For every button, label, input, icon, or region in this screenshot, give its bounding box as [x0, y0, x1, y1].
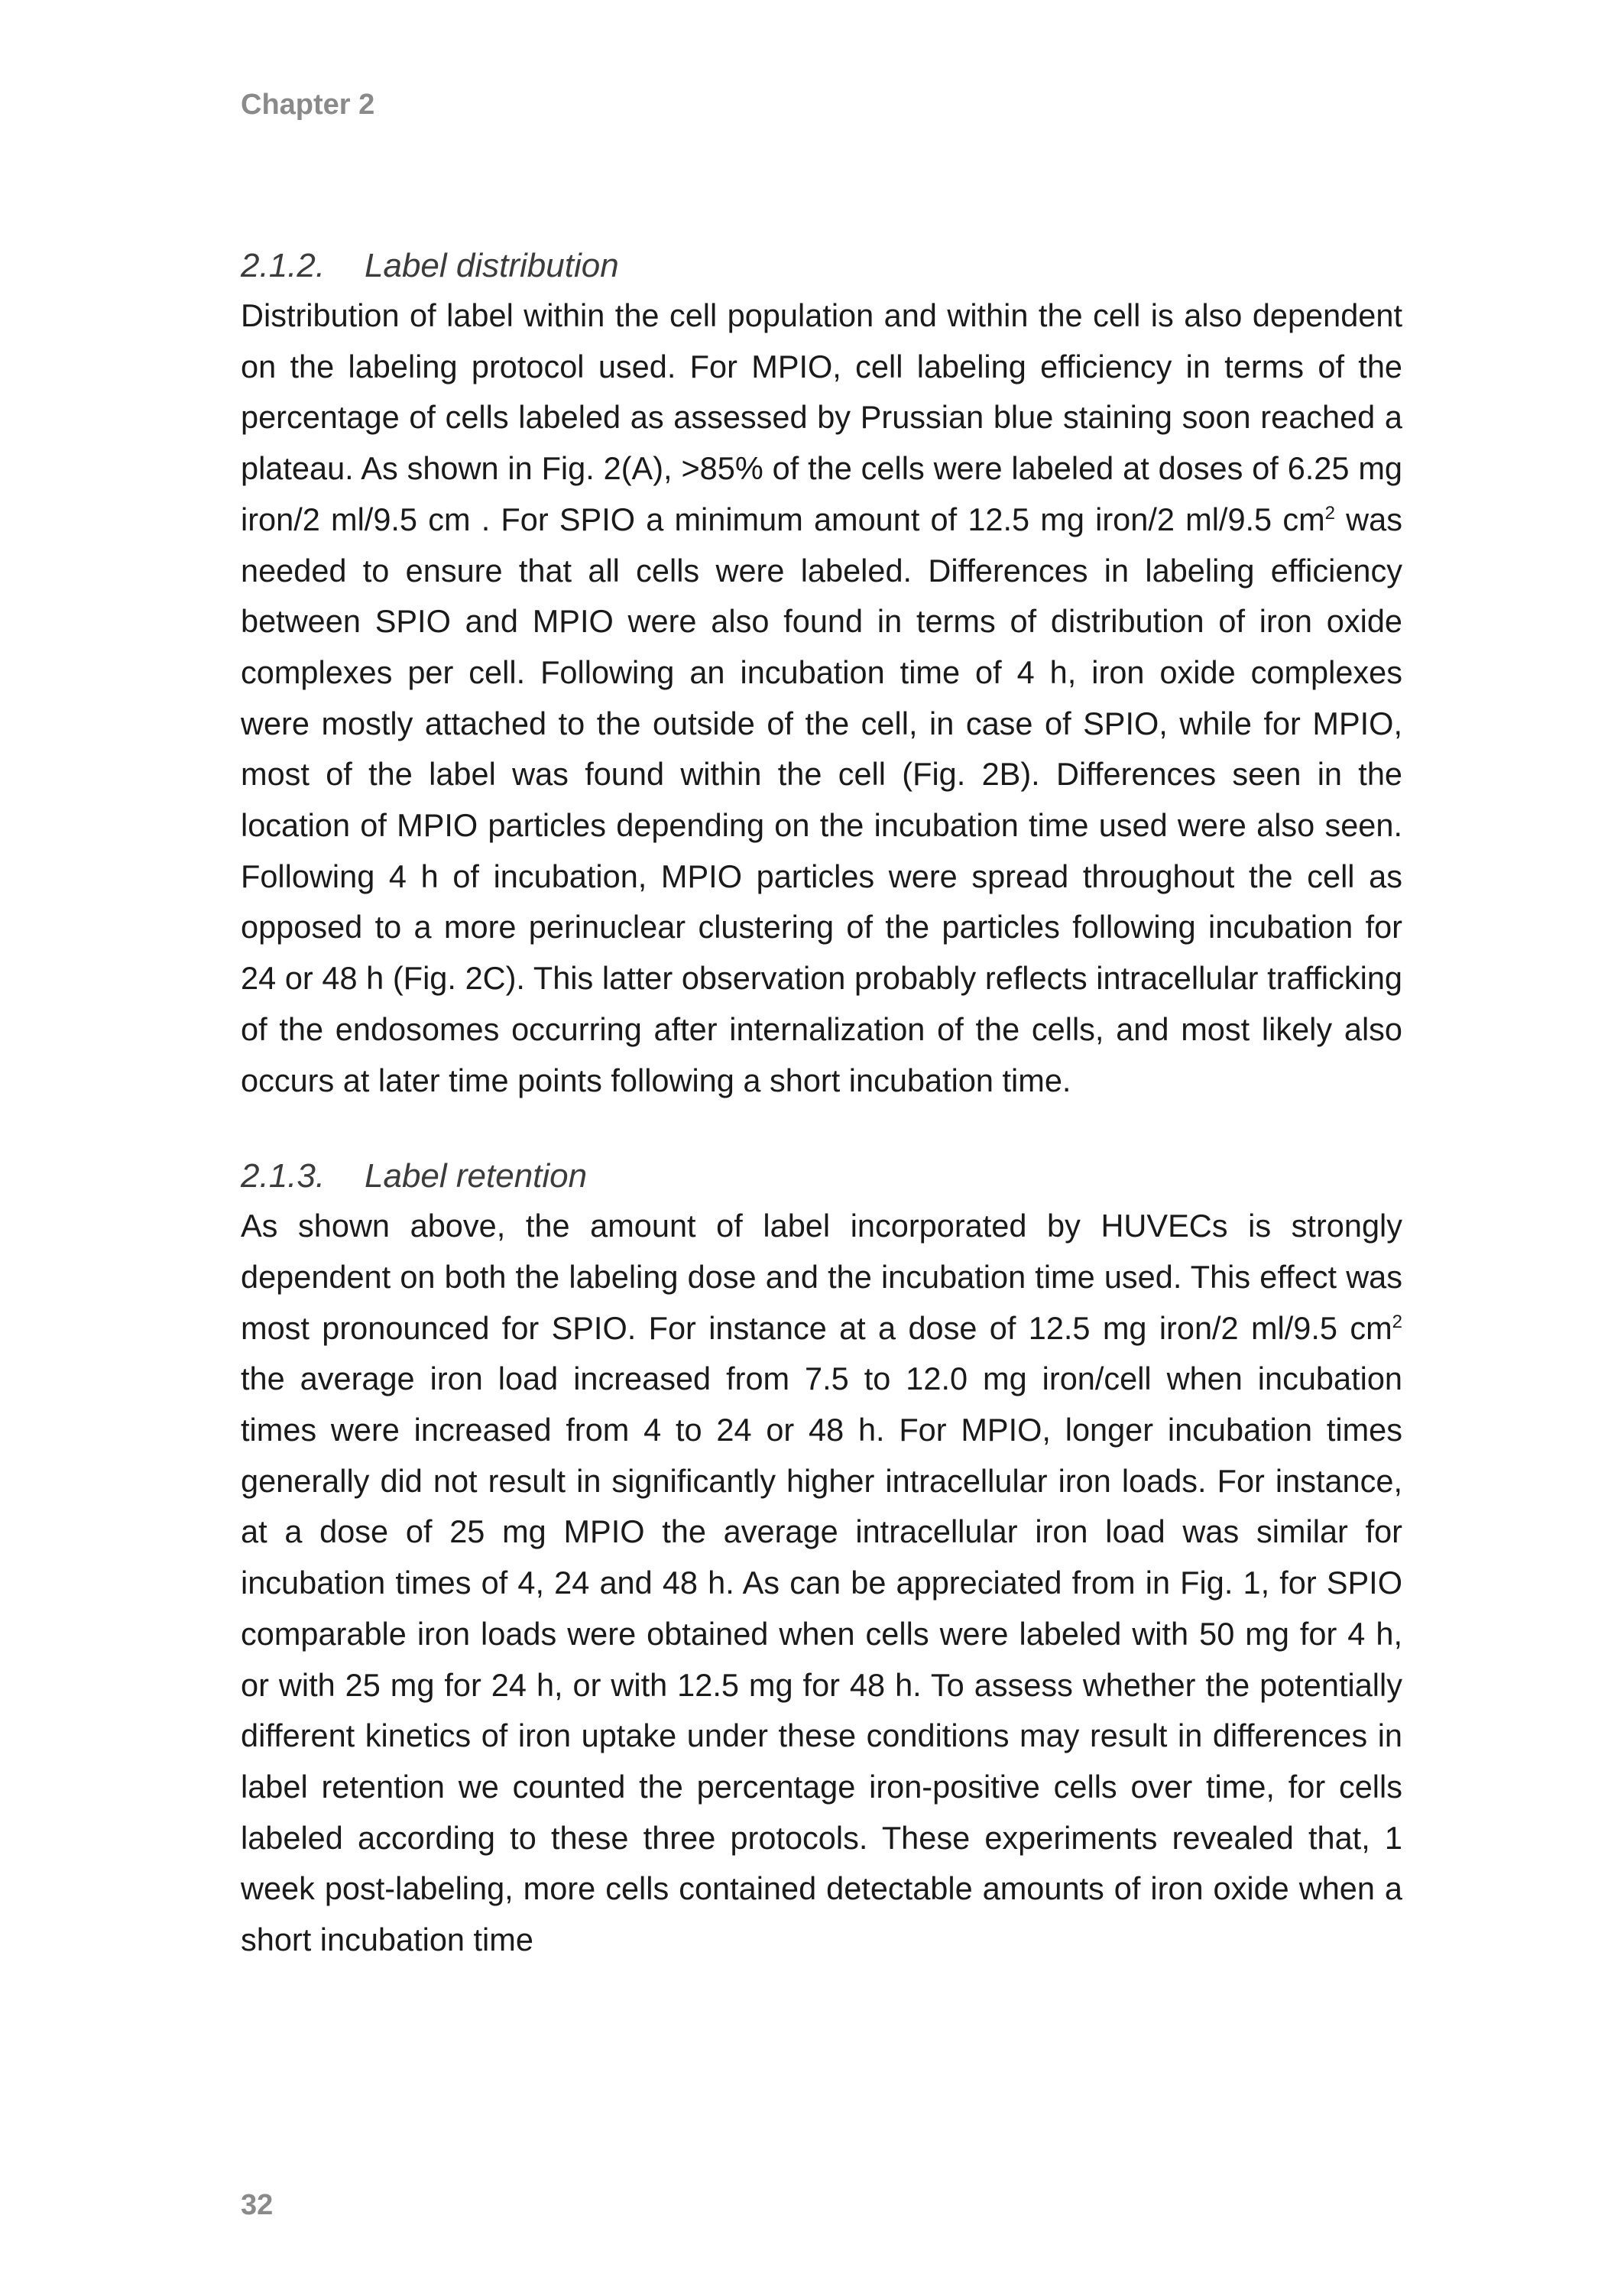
body-text: the average iron load increased from 7.5 to 12.0 mg iron/cell when incubation times were increased from 4 to 24 or 48 h. For MPIO, longer incubation times generally did not result in significantly higher intracellular iron loads. For instance, at a dose of 25 mg MPIO the average intracellular iron load was similar for incubation times of 4, 24 and 48 h. As can be appreciated from in Fig. 1, for SPIO comparable iron loads were obtained when cells were labeled with 50 mg for 4 h, or with 25 mg for 24 h, or with 12.5 mg for 48 h. To assess whether the potentially different kinetics of iron uptake under these conditions may result in differences in label retention we counted the percentage iron-positive cells over time, for cells labeled according to these three protocols. These experiments revealed that, 1 week post-labeling, more cells contained detectable amounts of iron oxide when a short incubation time: [241, 1361, 1402, 1958]
running-head: Chapter 2: [241, 89, 375, 121]
section-heading: [241, 1155, 1402, 1201]
body-text: Distribution of label within the cell population and within the cell is also dependent on the labeling protocol used. For MPIO, cell labeling efficiency in terms of the percentage of cells labeled as assessed by Prussian blue staining soon reached a plateau. As shown in Fig. 2(A), >85% of the cells were labeled at doses of 6.25 mg iron/2 ml/9.5 cm . For SPIO a minimum amount of 12.5 mg iron/2 ml/9.5 cm: [241, 297, 1402, 537]
body-text: As shown above, the amount of label incorporated by HUVECs is strongly dependent on both the labeling dose and the incubation time used. This effect was most pronounced for SPIO. For instance at a dose of 12.5 mg iron/2 ml/9.5 cm: [241, 1208, 1402, 1346]
section-body: [241, 290, 1402, 1106]
section-body: [241, 1201, 1402, 1966]
superscript: 2: [1392, 1311, 1402, 1332]
section-label-retention: [241, 1155, 1402, 1966]
page-number: 32: [241, 2189, 274, 2221]
section-title: Label distribution: [365, 247, 619, 284]
section-number: 2.1.3.: [241, 1157, 326, 1195]
section-label-distribution: [241, 245, 1402, 1106]
section-number: 2.1.2.: [241, 247, 326, 284]
section-title: Label retention: [365, 1157, 588, 1195]
superscript: 2: [1324, 502, 1335, 524]
page-content: [241, 245, 1402, 1966]
body-text: was needed to ensure that all cells were labeled. Differences in labeling efficiency between SPIO and MPIO were also found in terms of distribution of iron oxide complexes per cell. Following an incubation time of 4 h, iron oxide complexes were mostly attached to the outside of the cell, in case of SPIO, while for MPIO, most of the label was found within the cell (Fig. 2B). Differences seen in the location of MPIO particles depending on the incubation time used were also seen. Following 4 h of incubation, MPIO particles were spread throughout the cell as opposed to a more perinuclear clustering of the particles following incubation for 24 or 48 h (Fig. 2C). This latter observation probably reflects intracellular trafficking of the endosomes occurring after internalization of the cells, and most likely also occurs at later time points following a short incubation time.: [241, 501, 1402, 1098]
section-heading: [241, 245, 1402, 290]
